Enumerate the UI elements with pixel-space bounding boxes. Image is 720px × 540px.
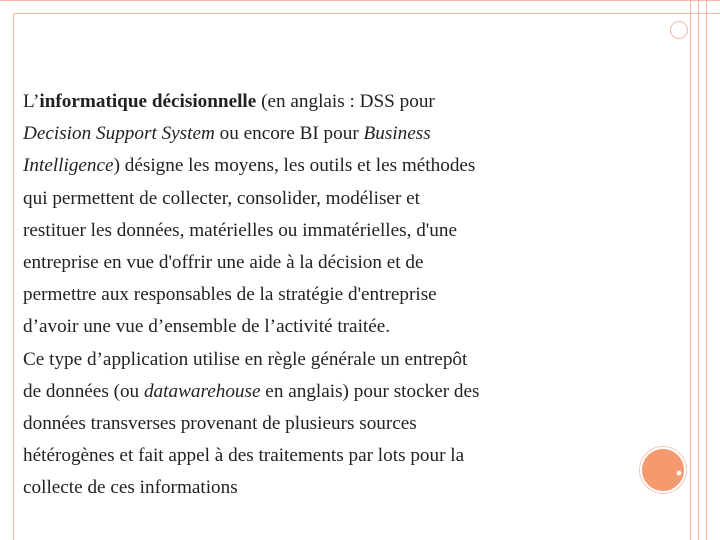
text-run: (en anglais : DSS pour: [256, 91, 435, 112]
italic-term: Decision Support System: [23, 123, 215, 145]
text-line: Ce type d’application utilise en règle générale un entrepôt: [23, 348, 468, 370]
decorative-tiny-circle: [676, 470, 682, 476]
text-run: ou encore BI pour: [214, 123, 364, 145]
italic-term: Business: [363, 123, 431, 145]
top-inner-border-line: [14, 13, 720, 14]
text-line: entreprise en vue d'offrir une aide à la décision et de: [23, 252, 424, 274]
text-line: données transverses provenant de plusieurs sources: [23, 413, 417, 435]
decorative-small-circle: [670, 21, 688, 39]
right-border-line-1: [690, 0, 691, 540]
top-border-line: [0, 0, 720, 1]
left-border-line: [13, 13, 14, 540]
right-border-line-2: [698, 0, 699, 540]
text-run: ) désigne les moyens, les outils et les méthodes: [113, 155, 476, 177]
right-border-line-3: [706, 0, 707, 540]
text-line: qui permettent de collecter, consolider, modéliser et: [23, 187, 420, 209]
bold-term: informatique décisionnelle: [39, 91, 257, 112]
text-line: [23, 118, 623, 150]
text-line: [23, 150, 623, 182]
slide-body-text: [23, 86, 623, 505]
italic-term: Intelligence: [23, 155, 114, 177]
text-line: d’avoir une vue d’ensemble de l’activité traitée.: [23, 316, 391, 338]
text-run: L’: [23, 91, 40, 112]
text-line: restituer les données, matérielles ou immatérielles, d'une: [23, 219, 457, 241]
text-line: [23, 376, 623, 408]
text-line: collecte de ces informations: [23, 477, 238, 499]
text-run: en anglais) pour stocker des: [260, 380, 480, 402]
text-line: [23, 86, 623, 118]
text-line: hétérogènes et fait appel à des traitements par lots pour la: [23, 445, 465, 467]
text-run: de données (ou: [23, 380, 144, 402]
italic-term: datawarehouse: [143, 380, 261, 402]
text-line: permettre aux responsables de la stratégie d'entreprise: [23, 284, 437, 306]
